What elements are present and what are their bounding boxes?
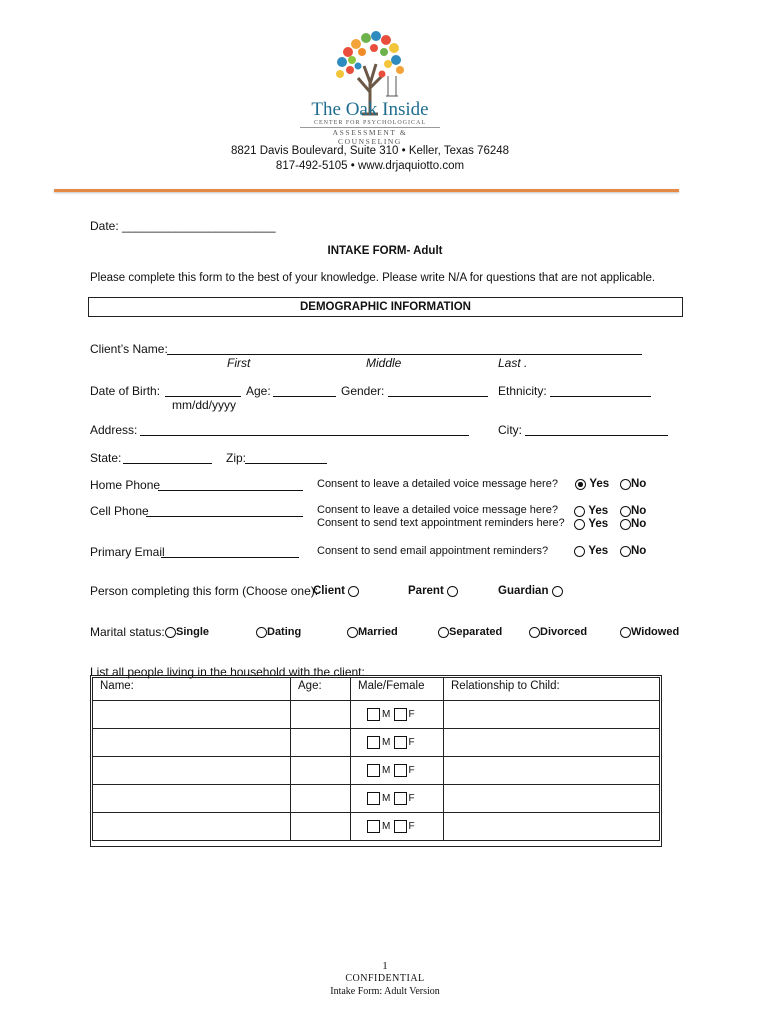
female-checkbox[interactable]: [394, 764, 407, 777]
address-label: Address:: [90, 423, 138, 437]
gender-cell: [351, 785, 444, 813]
gender-cell: [351, 757, 444, 785]
male-checkbox[interactable]: [367, 708, 380, 721]
home-voice-yes[interactable]: [575, 476, 609, 490]
radio-icon[interactable]: [347, 627, 358, 638]
form-title: INTAKE FORM- Adult: [327, 245, 443, 257]
cell-text-no[interactable]: [620, 516, 646, 530]
city-label: City:: [498, 423, 522, 437]
no-label: No: [631, 518, 647, 530]
male-checkbox[interactable]: [367, 820, 380, 833]
client-label: Client: [313, 585, 345, 597]
name-cell[interactable]: [93, 729, 291, 757]
gender-cell: [351, 813, 444, 841]
yes-label: Yes: [588, 518, 609, 530]
relationship-cell[interactable]: [444, 813, 660, 841]
gender-label: Gender:: [341, 384, 385, 398]
client-name-label: Client’s Name:: [90, 342, 168, 356]
age-cell[interactable]: [291, 729, 351, 757]
radio-icon[interactable]: [620, 519, 631, 530]
yes-label: Yes: [588, 545, 609, 557]
female-checkbox[interactable]: [394, 736, 407, 749]
header-contact: 817-492-5105 • www.drjaquiotto.com: [275, 160, 465, 172]
cell-voice-no[interactable]: [620, 503, 646, 517]
name-cell[interactable]: [93, 785, 291, 813]
dob-label: Date of Birth:: [90, 384, 161, 398]
household-label: List all people living in the household with the client:: [90, 665, 365, 679]
age-cell[interactable]: [291, 701, 351, 729]
marital-single[interactable]: [165, 624, 209, 638]
age-cell[interactable]: [291, 757, 351, 785]
female-checkbox[interactable]: [394, 708, 407, 721]
radio-icon[interactable]: [575, 479, 586, 490]
no-label: No: [631, 478, 647, 490]
col-gender-header: Male/Female: [351, 678, 444, 701]
radio-icon[interactable]: [447, 586, 458, 597]
male-label: M: [382, 821, 391, 832]
male-checkbox[interactable]: [367, 764, 380, 777]
widowed-label: Widowed: [631, 626, 680, 638]
relationship-cell[interactable]: [444, 729, 660, 757]
last-name-caption: Last .: [498, 356, 528, 370]
table-row: [93, 701, 660, 729]
relationship-cell[interactable]: [444, 785, 660, 813]
radio-icon[interactable]: [620, 546, 631, 557]
female-label: F: [408, 737, 415, 748]
yes-label: Yes: [589, 478, 610, 490]
radio-icon[interactable]: [552, 586, 563, 597]
cell-text-yes[interactable]: [574, 516, 608, 530]
marital-dating[interactable]: [256, 624, 301, 638]
logo-wordmark: [300, 100, 440, 146]
email-no[interactable]: [620, 543, 646, 557]
email-label: Primary Email: [90, 545, 165, 559]
name-cell[interactable]: [93, 813, 291, 841]
male-checkbox[interactable]: [367, 792, 380, 805]
dob-format: mm/dd/yyyy: [172, 398, 237, 412]
header-address: 8821 Davis Boulevard, Suite 310 • Keller, Texas 76248: [230, 145, 510, 157]
cell-voice-consent: Consent to leave a detailed voice message here?: [317, 504, 558, 516]
home-voice-consent: Consent to leave a detailed voice message here?: [317, 478, 558, 490]
radio-icon[interactable]: [529, 627, 540, 638]
radio-icon[interactable]: [438, 627, 449, 638]
confidential-label: CONFIDENTIAL: [345, 973, 425, 984]
separated-label: Separated: [449, 626, 503, 638]
age-input[interactable]: [273, 386, 336, 397]
cell-voice-yes[interactable]: [574, 503, 608, 517]
option-parent[interactable]: [408, 583, 458, 597]
email-consent: Consent to send email appointment reminders?: [317, 545, 549, 557]
zip-label: Zip:: [226, 451, 247, 465]
email-yes[interactable]: [574, 543, 608, 557]
table-row: [93, 729, 660, 757]
no-label: No: [631, 545, 647, 557]
male-checkbox[interactable]: [367, 736, 380, 749]
section-title: DEMOGRAPHIC INFORMATION: [88, 297, 683, 317]
col-relationship-header: Relationship to Child:: [444, 678, 660, 701]
form-version: Intake Form: Adult Version: [330, 986, 440, 997]
radio-icon[interactable]: [620, 627, 631, 638]
table-row: [93, 757, 660, 785]
col-name-header: Name:: [93, 678, 291, 701]
state-input[interactable]: [123, 453, 212, 464]
cell-phone-input[interactable]: [146, 506, 303, 517]
single-label: Single: [176, 626, 210, 638]
instructions: Please complete this form to the best of your knowledge. Please write N/A for questions that are not applicable.: [90, 272, 656, 284]
radio-icon[interactable]: [348, 586, 359, 597]
table-row: [93, 785, 660, 813]
page-number: 1: [382, 960, 388, 972]
home-voice-no[interactable]: [620, 476, 646, 490]
yes-label: Yes: [588, 505, 609, 517]
date-field[interactable]: Date: _______________________: [90, 219, 276, 233]
option-guardian[interactable]: [498, 583, 563, 597]
radio-icon[interactable]: [574, 519, 585, 530]
marital-married[interactable]: [347, 624, 398, 638]
col-age-header: Age:: [291, 678, 351, 701]
radio-icon[interactable]: [574, 546, 585, 557]
dob-input[interactable]: [165, 386, 241, 397]
ethnicity-label: Ethnicity:: [498, 384, 547, 398]
gender-input[interactable]: [388, 386, 488, 397]
male-label: M: [382, 793, 391, 804]
relationship-cell[interactable]: [444, 701, 660, 729]
option-client[interactable]: [313, 583, 359, 597]
female-label: F: [408, 793, 415, 804]
radio-icon[interactable]: [165, 627, 176, 638]
client-name-input[interactable]: [167, 344, 642, 355]
logo-tagline: ASSESSMENT & COUNSELING: [300, 127, 440, 146]
ethnicity-input[interactable]: [550, 386, 651, 397]
guardian-label: Guardian: [498, 585, 549, 597]
cell-phone-label: Cell Phone: [90, 504, 149, 518]
male-label: M: [382, 709, 391, 720]
zip-input[interactable]: [245, 453, 327, 464]
header-divider: [54, 189, 679, 192]
divorced-label: Divorced: [540, 626, 588, 638]
email-input[interactable]: [161, 547, 299, 558]
age-label: Age:: [246, 384, 271, 398]
dating-label: Dating: [267, 626, 302, 638]
logo-tagline-small: CENTER FOR PSYCHOLOGICAL: [313, 120, 426, 126]
gender-cell: [351, 729, 444, 757]
female-label: F: [408, 709, 415, 720]
gender-cell: [351, 701, 444, 729]
marital-widowed[interactable]: [620, 624, 679, 638]
female-checkbox[interactable]: [394, 792, 407, 805]
address-input[interactable]: [140, 425, 469, 436]
female-label: F: [408, 765, 415, 776]
male-label: M: [382, 765, 391, 776]
married-label: Married: [358, 626, 398, 638]
relationship-cell[interactable]: [444, 757, 660, 785]
name-cell[interactable]: [93, 701, 291, 729]
age-cell[interactable]: [291, 813, 351, 841]
female-label: F: [408, 821, 415, 832]
home-phone-input[interactable]: [158, 480, 303, 491]
state-label: State:: [90, 451, 122, 465]
female-checkbox[interactable]: [394, 820, 407, 833]
household-table: [92, 677, 660, 841]
cell-text-consent: Consent to send text appointment reminders here?: [317, 517, 565, 529]
name-cell[interactable]: [93, 757, 291, 785]
table-row: [93, 813, 660, 841]
logo-name: The Oak Inside: [311, 99, 429, 120]
parent-label: Parent: [408, 585, 444, 597]
marital-separated[interactable]: [438, 624, 502, 638]
home-phone-label: Home Phone: [90, 478, 161, 492]
no-label: No: [631, 505, 647, 517]
radio-icon[interactable]: [620, 479, 631, 490]
first-name-caption: First: [227, 356, 251, 370]
city-input[interactable]: [525, 425, 668, 436]
marital-status-label: Marital status:: [90, 625, 165, 639]
table-header-row: [93, 678, 660, 701]
radio-icon[interactable]: [256, 627, 267, 638]
middle-name-caption: Middle: [366, 356, 402, 370]
person-completing-label: Person completing this form (Choose one):: [90, 584, 319, 598]
age-cell[interactable]: [291, 785, 351, 813]
marital-divorced[interactable]: [529, 624, 587, 638]
male-label: M: [382, 737, 391, 748]
